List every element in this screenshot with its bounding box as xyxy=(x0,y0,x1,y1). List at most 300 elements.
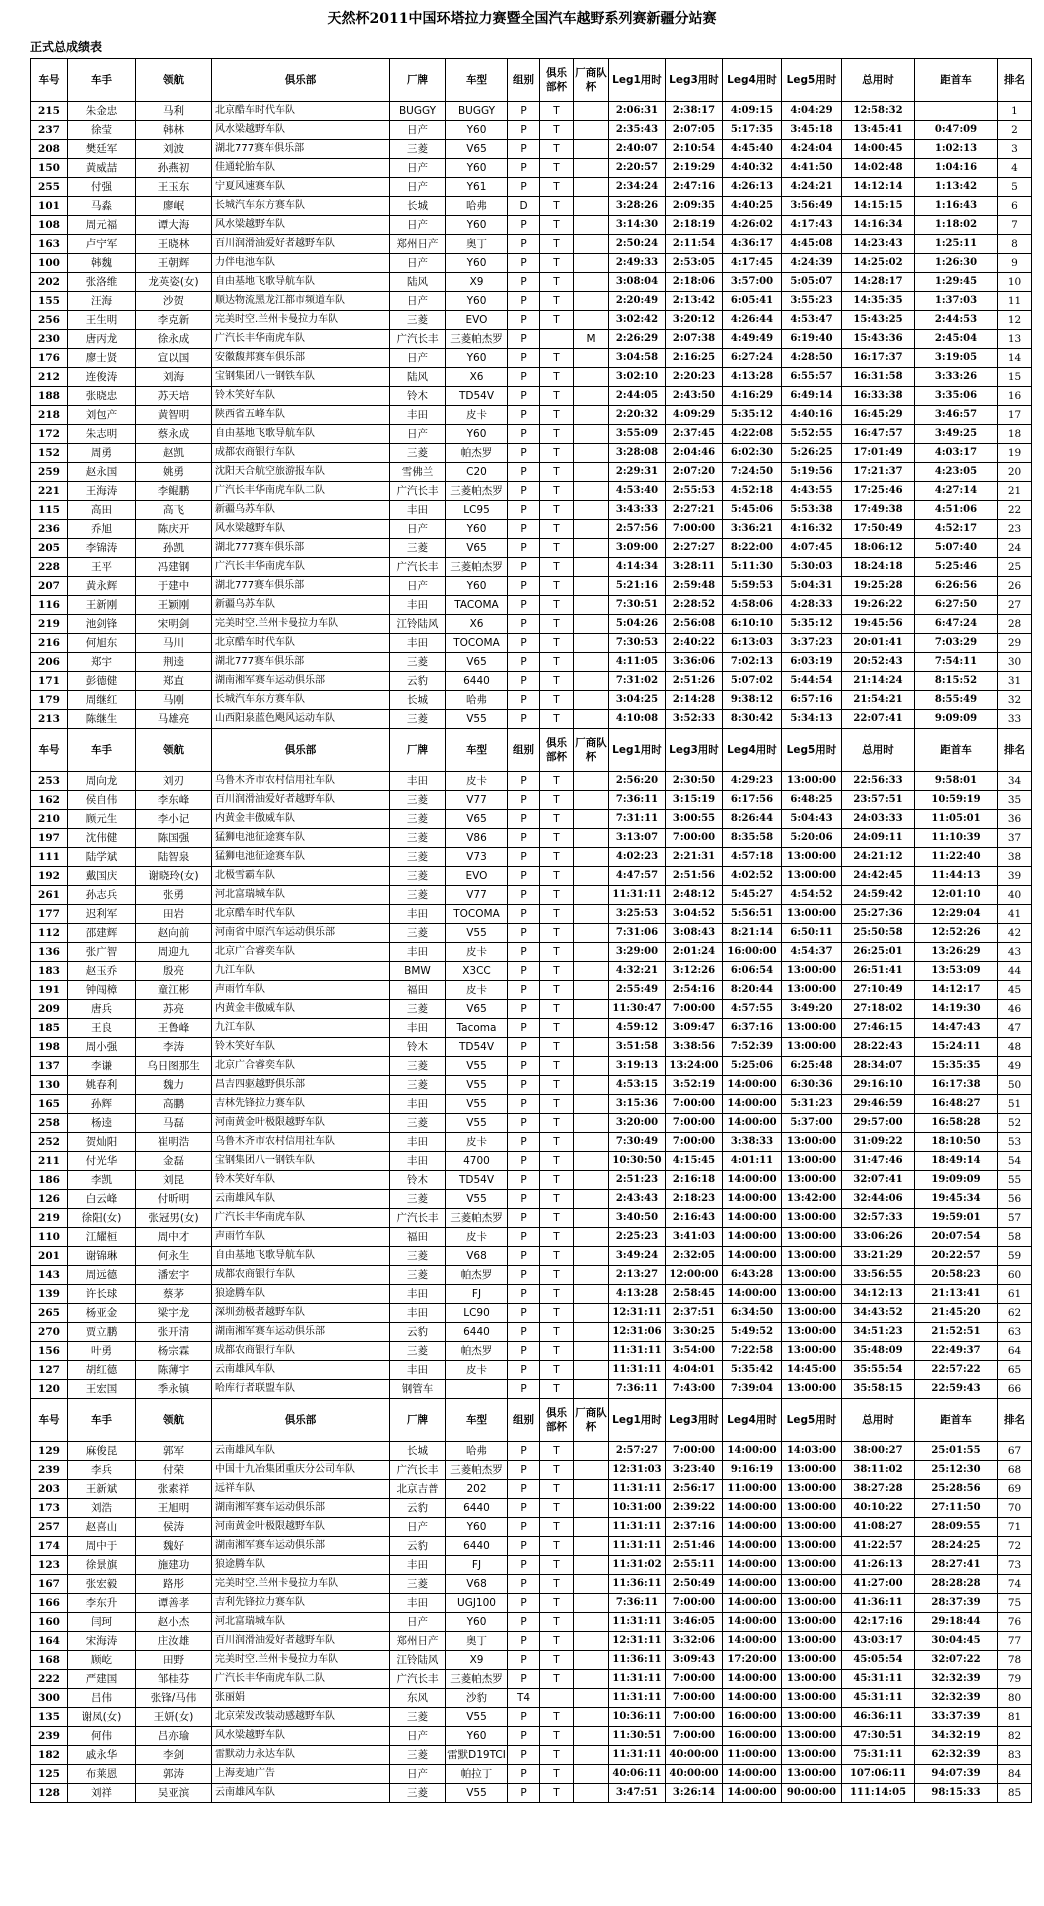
table-cell: V68 xyxy=(446,1247,508,1266)
table-cell: 13:00:00 xyxy=(782,1228,842,1247)
table-cell: 4 xyxy=(998,159,1032,178)
table-cell: 哈弗 xyxy=(446,1442,508,1461)
table-cell: 徐莹 xyxy=(68,121,136,140)
table-cell: 7:31:06 xyxy=(609,924,666,943)
table-cell xyxy=(574,1076,609,1095)
table-cell: 27:46:15 xyxy=(842,1019,915,1038)
table-cell: 3:52:33 xyxy=(666,710,723,729)
table-cell: 铃木笑好车队 xyxy=(212,1171,390,1190)
table-cell: 新疆乌苏车队 xyxy=(212,501,390,520)
table-cell: 32:07:41 xyxy=(842,1171,915,1190)
table-cell: P xyxy=(508,1076,540,1095)
table-cell: 2 xyxy=(998,121,1032,140)
table-cell: 5:35:12 xyxy=(782,615,842,634)
table-cell: V55 xyxy=(446,924,508,943)
column-header: 厂商队杯 xyxy=(574,729,609,772)
table-cell: 吕伟 xyxy=(68,1689,136,1708)
table-cell: 11:31:11 xyxy=(609,1342,666,1361)
table-cell: 21 xyxy=(998,482,1032,501)
table-cell: 38:00:27 xyxy=(842,1442,915,1461)
table-cell: T xyxy=(540,1304,574,1323)
table-cell: 202 xyxy=(446,1480,508,1499)
table-cell: 2:19:29 xyxy=(666,159,723,178)
table-cell: 声雨竹车队 xyxy=(212,981,390,1000)
table-row xyxy=(31,558,1032,577)
table-cell: 60 xyxy=(998,1266,1032,1285)
table-cell: T xyxy=(540,672,574,691)
table-cell: 12:31:06 xyxy=(609,1323,666,1342)
table-cell: 5:34:13 xyxy=(782,710,842,729)
column-header: 车号 xyxy=(31,729,68,772)
column-header: 车手 xyxy=(68,729,136,772)
column-header: 车型 xyxy=(446,59,508,102)
table-cell: 铃木 xyxy=(390,1171,446,1190)
column-header: Leg3用时 xyxy=(666,59,723,102)
table-cell: 259 xyxy=(31,463,68,482)
table-row xyxy=(31,1304,1032,1323)
table-cell: Y60 xyxy=(446,520,508,539)
table-row xyxy=(31,1708,1032,1727)
table-cell: 19:09:09 xyxy=(915,1171,998,1190)
table-cell: V86 xyxy=(446,829,508,848)
table-cell: 北京吉普 xyxy=(390,1480,446,1499)
table-cell: 18:10:50 xyxy=(915,1133,998,1152)
table-cell: 丰田 xyxy=(390,1133,446,1152)
table-cell: 苏亮 xyxy=(136,1000,212,1019)
table-cell: 11:31:11 xyxy=(609,1613,666,1632)
table-cell: 4:03:17 xyxy=(915,444,998,463)
table-cell: V65 xyxy=(446,140,508,159)
table-cell: 270 xyxy=(31,1323,68,1342)
table-cell: 11:31:02 xyxy=(609,1556,666,1575)
table-cell: 6440 xyxy=(446,672,508,691)
table-cell: 71 xyxy=(998,1518,1032,1537)
table-cell: 11:31:11 xyxy=(609,1361,666,1380)
table-cell: 78 xyxy=(998,1651,1032,1670)
table-cell: 7:00:00 xyxy=(666,1670,723,1689)
table-cell: 沈伟健 xyxy=(68,829,136,848)
table-cell: 福田 xyxy=(390,981,446,1000)
table-cell: P xyxy=(508,1171,540,1190)
table-cell: 15:43:25 xyxy=(842,311,915,330)
table-cell: 40 xyxy=(998,886,1032,905)
table-cell: P xyxy=(508,1651,540,1670)
table-cell: T xyxy=(540,1499,574,1518)
table-cell: Y60 xyxy=(446,577,508,596)
table-cell: 3:08:43 xyxy=(666,924,723,943)
table-cell: 雷默D19TCI xyxy=(446,1746,508,1765)
table-cell: 湖南湘军赛车运动俱乐部 xyxy=(212,1323,390,1342)
table-cell: 九江车队 xyxy=(212,962,390,981)
table-cell: 100 xyxy=(31,254,68,273)
table-cell: 210 xyxy=(31,810,68,829)
table-cell: BMW xyxy=(390,962,446,981)
table-cell: 郑州日产 xyxy=(390,1632,446,1651)
table-cell: 张冠男(女) xyxy=(136,1209,212,1228)
table-cell: 三菱 xyxy=(390,1575,446,1594)
table-cell: 2:21:31 xyxy=(666,848,723,867)
table-cell: 51 xyxy=(998,1095,1032,1114)
table-cell: 2:40:22 xyxy=(666,634,723,653)
table-row xyxy=(31,1342,1032,1361)
table-cell: 付昕明 xyxy=(136,1190,212,1209)
table-cell: 7:02:13 xyxy=(723,653,782,672)
table-cell: 5:44:54 xyxy=(782,672,842,691)
table-cell: 6:19:40 xyxy=(782,330,842,349)
table-cell: 2:18:06 xyxy=(666,273,723,292)
table-cell: P xyxy=(508,1594,540,1613)
table-cell: 云豹 xyxy=(390,672,446,691)
table-cell: 金磊 xyxy=(136,1152,212,1171)
table-cell: 228 xyxy=(31,558,68,577)
table-cell: UGJ100 xyxy=(446,1594,508,1613)
table-cell: 蔡永成 xyxy=(136,425,212,444)
table-cell: V65 xyxy=(446,1000,508,1019)
table-cell: 32 xyxy=(998,691,1032,710)
table-cell: P xyxy=(508,1323,540,1342)
table-cell: T xyxy=(540,1133,574,1152)
table-cell: 三菱帕杰罗 xyxy=(446,1209,508,1228)
table-cell: 24:59:42 xyxy=(842,886,915,905)
table-row xyxy=(31,330,1032,349)
table-cell: 蔡茅 xyxy=(136,1285,212,1304)
table-cell: 三菱 xyxy=(390,1746,446,1765)
table-cell: 205 xyxy=(31,539,68,558)
table-cell: T xyxy=(540,791,574,810)
table-cell: Y60 xyxy=(446,425,508,444)
table-cell: 3:08:04 xyxy=(609,273,666,292)
table-cell: 20 xyxy=(998,463,1032,482)
table-cell: T xyxy=(540,867,574,886)
table-cell: P xyxy=(508,387,540,406)
table-row xyxy=(31,1019,1032,1038)
table-cell: 41:22:57 xyxy=(842,1537,915,1556)
table-cell: 三菱帕杰罗 xyxy=(446,1670,508,1689)
table-cell: 5:53:38 xyxy=(782,501,842,520)
table-cell: 198 xyxy=(31,1038,68,1057)
table-cell: 13:00:00 xyxy=(782,1613,842,1632)
table-cell: 12:00:00 xyxy=(666,1266,723,1285)
table-cell: 7:24:50 xyxy=(723,463,782,482)
table-cell: 5:59:53 xyxy=(723,577,782,596)
table-cell: T xyxy=(540,1095,574,1114)
table-cell: 6:17:56 xyxy=(723,791,782,810)
table-cell: P xyxy=(508,1000,540,1019)
table-cell: 172 xyxy=(31,425,68,444)
table-cell: 23:57:51 xyxy=(842,791,915,810)
table-cell: T xyxy=(540,254,574,273)
table-cell: 213 xyxy=(31,710,68,729)
table-row xyxy=(31,102,1032,121)
table-cell: P xyxy=(508,1746,540,1765)
table-cell: V65 xyxy=(446,810,508,829)
table-cell: 46 xyxy=(998,1000,1032,1019)
table-cell: 日产 xyxy=(390,1518,446,1537)
table-subtitle: 正式总成绩表 xyxy=(30,40,103,54)
table-cell: 14:45:00 xyxy=(782,1361,842,1380)
table-cell: T xyxy=(540,924,574,943)
table-cell: 王妍(女) xyxy=(136,1708,212,1727)
table-cell: V65 xyxy=(446,539,508,558)
table-cell: 陈国强 xyxy=(136,829,212,848)
table-cell: 日产 xyxy=(390,1613,446,1632)
table-cell: 5:17:35 xyxy=(723,121,782,140)
table-cell: 13:00:00 xyxy=(782,1727,842,1746)
table-cell: 45:05:54 xyxy=(842,1651,915,1670)
table-cell: P xyxy=(508,672,540,691)
table-cell: 5:35:42 xyxy=(723,1361,782,1380)
table-cell: 7:43:00 xyxy=(666,1380,723,1399)
table-row xyxy=(31,1209,1032,1228)
table-cell: 李小记 xyxy=(136,810,212,829)
table-cell: 7:00:00 xyxy=(666,1689,723,1708)
table-row xyxy=(31,1285,1032,1304)
table-cell: T xyxy=(540,444,574,463)
table-cell: 3:33:26 xyxy=(915,368,998,387)
table-cell: 湖北777赛车俱乐部 xyxy=(212,653,390,672)
table-cell: T xyxy=(540,1518,574,1537)
table-cell: T xyxy=(540,539,574,558)
table-cell: 43:03:17 xyxy=(842,1632,915,1651)
table-cell: 42:17:16 xyxy=(842,1613,915,1632)
table-cell: 3:15:36 xyxy=(609,1095,666,1114)
table-cell: 长城汽车东方赛车队 xyxy=(212,691,390,710)
table-cell: 4:51:06 xyxy=(915,501,998,520)
table-row xyxy=(31,1095,1032,1114)
table-cell: 13:00:00 xyxy=(782,1171,842,1190)
table-row xyxy=(31,1461,1032,1480)
table-cell: 7:30:53 xyxy=(609,634,666,653)
table-cell: 17:01:49 xyxy=(842,444,915,463)
table-cell: 三菱帕杰罗 xyxy=(446,482,508,501)
table-cell: V55 xyxy=(446,1784,508,1803)
table-cell: 三菱 xyxy=(390,539,446,558)
table-cell: 40:00:00 xyxy=(666,1765,723,1784)
table-cell: 丰田 xyxy=(390,772,446,791)
table-cell xyxy=(574,178,609,197)
table-cell: 27:10:49 xyxy=(842,981,915,1000)
table-cell: 刘祥 xyxy=(68,1784,136,1803)
table-cell: FJ xyxy=(446,1556,508,1575)
table-cell: 48 xyxy=(998,1038,1032,1057)
table-cell: 15:35:35 xyxy=(915,1057,998,1076)
table-cell: 廖岷 xyxy=(136,197,212,216)
table-cell: 周中于 xyxy=(68,1537,136,1556)
table-cell: 3:52:19 xyxy=(666,1076,723,1095)
table-cell: X9 xyxy=(446,1651,508,1670)
table-cell: 3:47:51 xyxy=(609,1784,666,1803)
table-cell: 4:40:25 xyxy=(723,197,782,216)
table-cell: 成都农商银行车队 xyxy=(212,1342,390,1361)
table-cell: 湖北777赛车俱乐部 xyxy=(212,539,390,558)
table-cell: 5:07:40 xyxy=(915,539,998,558)
table-cell: P xyxy=(508,1019,540,1038)
table-row xyxy=(31,1480,1032,1499)
column-header: Leg4用时 xyxy=(723,1399,782,1442)
table-cell: 112 xyxy=(31,924,68,943)
table-cell: P xyxy=(508,1613,540,1632)
table-cell: 力伴电池车队 xyxy=(212,254,390,273)
table-cell: 11:36:11 xyxy=(609,1575,666,1594)
table-row xyxy=(31,292,1032,311)
table-cell: 日产 xyxy=(390,159,446,178)
table-cell: 3:46:05 xyxy=(666,1613,723,1632)
table-cell: 崔明浩 xyxy=(136,1133,212,1152)
table-cell: 周远德 xyxy=(68,1266,136,1285)
table-cell: P xyxy=(508,1575,540,1594)
table-cell: T xyxy=(540,577,574,596)
column-header: Leg5用时 xyxy=(782,59,842,102)
table-cell: T xyxy=(540,159,574,178)
table-row xyxy=(31,924,1032,943)
table-cell: T xyxy=(540,1209,574,1228)
column-header: 组别 xyxy=(508,1399,540,1442)
table-cell: 邵建辉 xyxy=(68,924,136,943)
table-cell: 50 xyxy=(998,1076,1032,1095)
table-cell: 12:29:04 xyxy=(915,905,998,924)
table-cell: 严建国 xyxy=(68,1670,136,1689)
table-cell: 18:24:18 xyxy=(842,558,915,577)
table-cell: 28:34:07 xyxy=(842,1057,915,1076)
table-cell: 顺达物流黑龙江都市频道车队 xyxy=(212,292,390,311)
table-cell: 广汽长丰 xyxy=(390,1670,446,1689)
table-cell: 61 xyxy=(998,1285,1032,1304)
table-cell: 2:39:22 xyxy=(666,1499,723,1518)
table-cell: 28:37:39 xyxy=(915,1594,998,1613)
table-cell: 6:06:54 xyxy=(723,962,782,981)
table-cell: 21:14:24 xyxy=(842,672,915,691)
table-cell: 8 xyxy=(998,235,1032,254)
table-cell: 7:00:00 xyxy=(666,1095,723,1114)
table-cell: 13:00:00 xyxy=(782,848,842,867)
table-cell: 1 xyxy=(998,102,1032,121)
table-cell: 7:00:00 xyxy=(666,829,723,848)
table-cell: 三菱帕杰罗 xyxy=(446,1461,508,1480)
column-header: 厂牌 xyxy=(390,1399,446,1442)
table-cell: 2:18:23 xyxy=(666,1190,723,1209)
table-cell: 4:47:57 xyxy=(609,867,666,886)
table-cell: 56 xyxy=(998,1190,1032,1209)
table-cell: P xyxy=(508,140,540,159)
table-cell: 宁夏风速赛车队 xyxy=(212,178,390,197)
table-cell: P xyxy=(508,1133,540,1152)
table-cell: P xyxy=(508,1765,540,1784)
table-cell: P xyxy=(508,810,540,829)
table-cell: T xyxy=(540,1670,574,1689)
table-cell: 76 xyxy=(998,1613,1032,1632)
table-cell: 彭德健 xyxy=(68,672,136,691)
table-cell: 1:02:13 xyxy=(915,140,998,159)
table-cell: 84 xyxy=(998,1765,1032,1784)
table-cell: 日产 xyxy=(390,520,446,539)
table-cell: EVO xyxy=(446,867,508,886)
table-cell xyxy=(574,791,609,810)
table-row xyxy=(31,273,1032,292)
table-cell: 12:52:26 xyxy=(915,924,998,943)
table-cell: 张广智 xyxy=(68,943,136,962)
table-cell: 三菱 xyxy=(390,1342,446,1361)
table-cell: P xyxy=(508,1480,540,1499)
table-cell: 52 xyxy=(998,1114,1032,1133)
table-cell: T xyxy=(540,1247,574,1266)
table-cell: 13:00:00 xyxy=(782,1518,842,1537)
table-cell: 43 xyxy=(998,943,1032,962)
table-row xyxy=(31,829,1032,848)
table-cell: 吉林先锋拉力赛车队 xyxy=(212,1095,390,1114)
table-cell xyxy=(574,539,609,558)
column-header: 车型 xyxy=(446,1399,508,1442)
table-cell: 刘海 xyxy=(136,368,212,387)
table-cell: 5:21:16 xyxy=(609,577,666,596)
table-cell: 2:40:07 xyxy=(609,140,666,159)
table-row xyxy=(31,1323,1032,1342)
table-cell: 45:31:11 xyxy=(842,1670,915,1689)
table-cell: 长城 xyxy=(390,691,446,710)
table-cell: T xyxy=(540,1708,574,1727)
table-cell: 5:30:03 xyxy=(782,558,842,577)
table-cell: 16:47:57 xyxy=(842,425,915,444)
table-cell: 丰田 xyxy=(390,1594,446,1613)
table-cell: 16:17:38 xyxy=(915,1076,998,1095)
table-cell: 37 xyxy=(998,829,1032,848)
table-cell: 三菱 xyxy=(390,1076,446,1095)
table-cell: 荆逵 xyxy=(136,653,212,672)
table-cell: 203 xyxy=(31,1480,68,1499)
table-cell: 8:35:58 xyxy=(723,829,782,848)
table-cell: 胡红德 xyxy=(68,1361,136,1380)
table-cell: 4:52:18 xyxy=(723,482,782,501)
table-cell: P xyxy=(508,539,540,558)
table-cell: 沙贺 xyxy=(136,292,212,311)
table-cell: 237 xyxy=(31,121,68,140)
table-cell: 28:28:28 xyxy=(915,1575,998,1594)
table-cell: 221 xyxy=(31,482,68,501)
table-cell: 自由基地飞歌导航车队 xyxy=(212,1247,390,1266)
table-cell: P xyxy=(508,577,540,596)
table-row xyxy=(31,962,1032,981)
table-cell: 188 xyxy=(31,387,68,406)
table-cell: 皮卡 xyxy=(446,772,508,791)
table-cell: 79 xyxy=(998,1670,1032,1689)
table-cell: 13:00:00 xyxy=(782,1632,842,1651)
table-cell xyxy=(574,197,609,216)
table-cell: 3:30:25 xyxy=(666,1323,723,1342)
table-cell: TACOMA xyxy=(446,596,508,615)
table-cell: 3:29:00 xyxy=(609,943,666,962)
table-cell: P xyxy=(508,1632,540,1651)
table-cell: 孙辉 xyxy=(68,1095,136,1114)
table-cell: T xyxy=(540,962,574,981)
table-cell: 3:56:49 xyxy=(782,197,842,216)
table-cell: T xyxy=(540,102,574,121)
table-cell: 239 xyxy=(31,1461,68,1480)
table-cell: V55 xyxy=(446,1190,508,1209)
table-cell: 34 xyxy=(998,772,1032,791)
table-cell: BUGGY xyxy=(446,102,508,121)
table-cell xyxy=(574,1499,609,1518)
table-cell: 12:31:11 xyxy=(609,1304,666,1323)
table-cell: 马雄亮 xyxy=(136,710,212,729)
table-cell xyxy=(574,273,609,292)
table-cell: 2:07:38 xyxy=(666,330,723,349)
table-cell: 张洛维 xyxy=(68,273,136,292)
table-cell: 108 xyxy=(31,216,68,235)
table-row xyxy=(31,1380,1032,1399)
table-cell: T xyxy=(540,1480,574,1499)
table-cell: P xyxy=(508,1057,540,1076)
table-cell: 126 xyxy=(31,1190,68,1209)
table-cell: 19:45:56 xyxy=(842,615,915,634)
